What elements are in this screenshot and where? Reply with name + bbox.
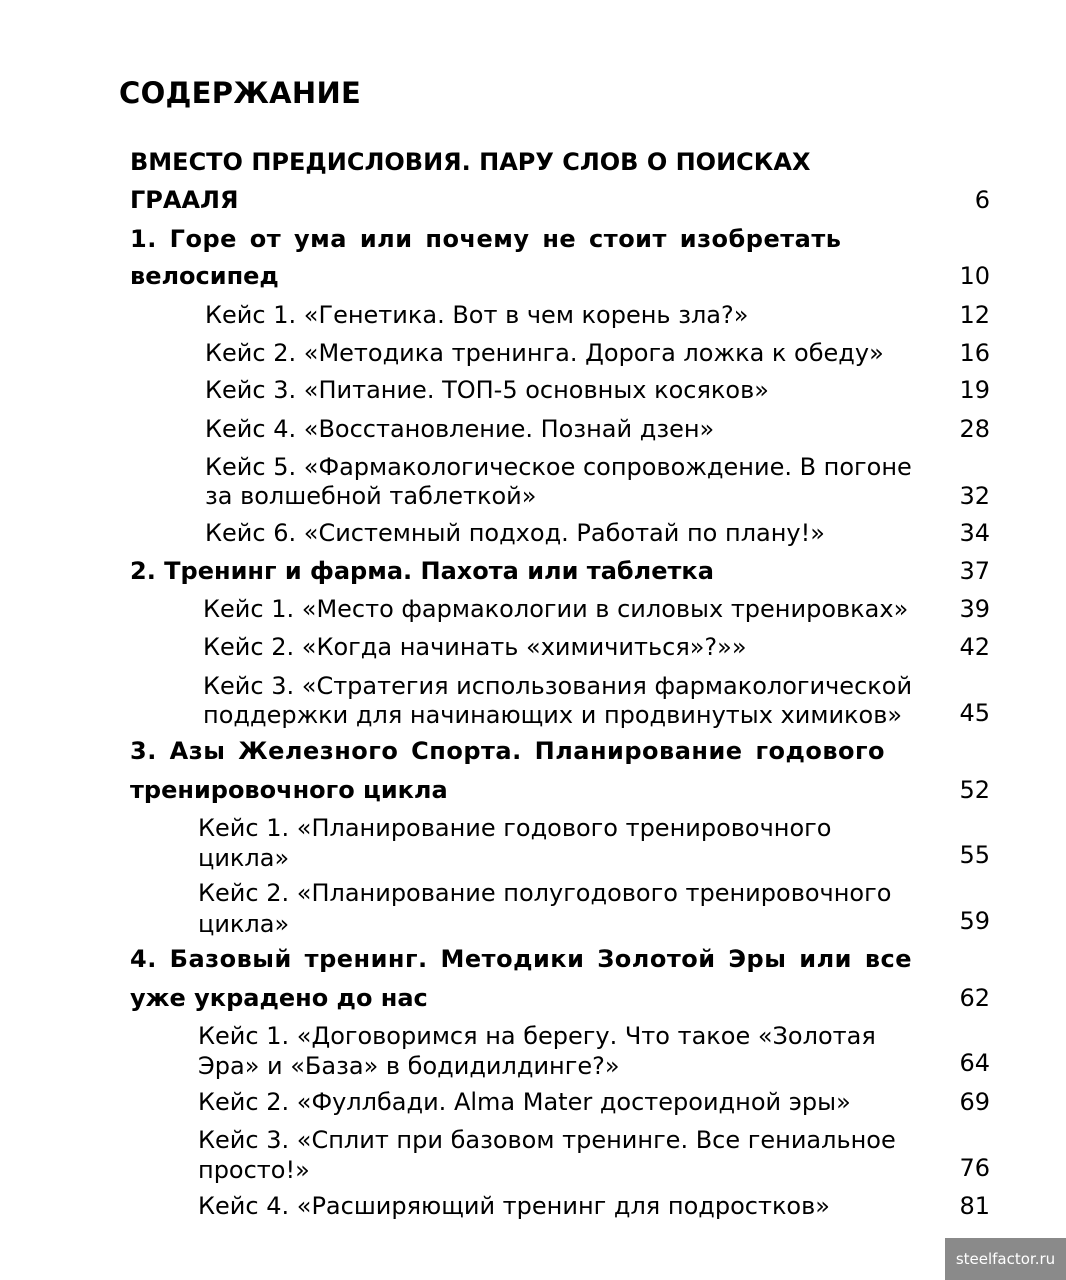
preface-heading-line1: ВМЕСТО ПРЕДИСЛОВИЯ. ПАРУ СЛОВ О ПОИСКАХ xyxy=(130,148,811,176)
page-number: 69 xyxy=(959,1088,990,1116)
toc-case-entry: Кейс 2. «Когда начинать «химичиться»?»» xyxy=(203,633,747,661)
toc-case-entry: Кейс 1. «Генетика. Вот в чем корень зла?» xyxy=(205,301,749,329)
toc-case-entry-line2: Эра» и «База» в бодидилдинге?» xyxy=(198,1052,620,1080)
toc-case-entry-line2: за волшебной таблеткой» xyxy=(205,482,537,510)
page-number: 10 xyxy=(959,262,990,290)
watermark-text: steelfactor.ru xyxy=(955,1250,1056,1268)
toc-case-entry: Кейс 4. «Восстановление. Познай дзен» xyxy=(205,415,715,443)
toc-case-entry-line1: Кейс 5. «Фармакологическое сопровождение. В погоне xyxy=(205,453,912,481)
toc-case-entry-line2: цикла» xyxy=(198,910,290,938)
page-number: 32 xyxy=(959,482,990,510)
page-number: 55 xyxy=(959,841,990,869)
page-number: 64 xyxy=(959,1049,990,1077)
preface-heading-line2: ГРААЛЯ xyxy=(130,186,239,214)
page-number: 16 xyxy=(959,339,990,367)
toc-case-entry-line2: просто!» xyxy=(198,1156,310,1184)
page-number: 42 xyxy=(959,633,990,661)
toc-case-entry-line1: Кейс 3. «Сплит при базовом тренинге. Все гениальное xyxy=(198,1126,896,1154)
toc-case-entry-line2: поддержки для начинающих и продвинутых химиков» xyxy=(203,701,903,729)
page-number: 12 xyxy=(959,301,990,329)
toc-case-entry: Кейс 4. «Расширяющий тренинг для подростков» xyxy=(198,1192,830,1220)
chapter-3-heading-line2: тренировочного цикла xyxy=(130,776,448,804)
page-number: 6 xyxy=(974,186,990,214)
page-number: 19 xyxy=(959,376,990,404)
chapter-4-heading-line2: уже украдено до нас xyxy=(130,984,428,1012)
page-number: 28 xyxy=(959,415,990,443)
page-number: 39 xyxy=(959,595,990,623)
page-number: 37 xyxy=(959,557,990,585)
chapter-1-heading-line2: велосипед xyxy=(130,262,279,290)
toc-case-entry-line2: цикла» xyxy=(198,844,290,872)
toc-case-entry-line1: Кейс 1. «Договоримся на берегу. Что такое «Золотая xyxy=(198,1022,876,1050)
page-number: 76 xyxy=(959,1154,990,1182)
toc-case-entry: Кейс 1. «Место фармакологии в силовых тренировках» xyxy=(203,595,909,623)
page-number: 62 xyxy=(959,984,990,1012)
toc-case-entry-line1: Кейс 2. «Планирование полугодового тренировочного xyxy=(198,879,892,907)
page-number: 81 xyxy=(959,1192,990,1220)
toc-case-entry: Кейс 3. «Питание. ТОП-5 основных косяков» xyxy=(205,376,769,404)
chapter-4-heading-line1: 4. Базовый тренинг. Методики Золотой Эры или все xyxy=(130,945,913,973)
page-number: 45 xyxy=(959,699,990,727)
chapter-3-heading-line1: 3. Азы Железного Спорта. Планирование годового xyxy=(130,737,886,765)
page-number: 59 xyxy=(959,907,990,935)
chapter-2-heading: 2. Тренинг и фарма. Пахота или таблетка xyxy=(130,557,714,585)
page-title: СОДЕРЖАНИЕ xyxy=(119,76,362,110)
chapter-1-heading-line1: 1. Горе от ума или почему не стоит изобретать xyxy=(130,225,842,253)
watermark-badge xyxy=(945,1238,1066,1280)
toc-case-entry: Кейс 2. «Методика тренинга. Дорога ложка к обеду» xyxy=(205,339,884,367)
toc-case-entry: Кейс 6. «Системный подход. Работай по плану!» xyxy=(205,519,825,547)
toc-case-entry-line1: Кейс 3. «Стратегия использования фармакологической xyxy=(203,672,913,700)
page-number: 52 xyxy=(959,776,990,804)
page-number: 34 xyxy=(959,519,990,547)
toc-case-entry-line1: Кейс 1. «Планирование годового тренировочного xyxy=(198,814,832,842)
toc-case-entry: Кейс 2. «Фуллбади. Alma Mater достероидной эры» xyxy=(198,1088,851,1116)
